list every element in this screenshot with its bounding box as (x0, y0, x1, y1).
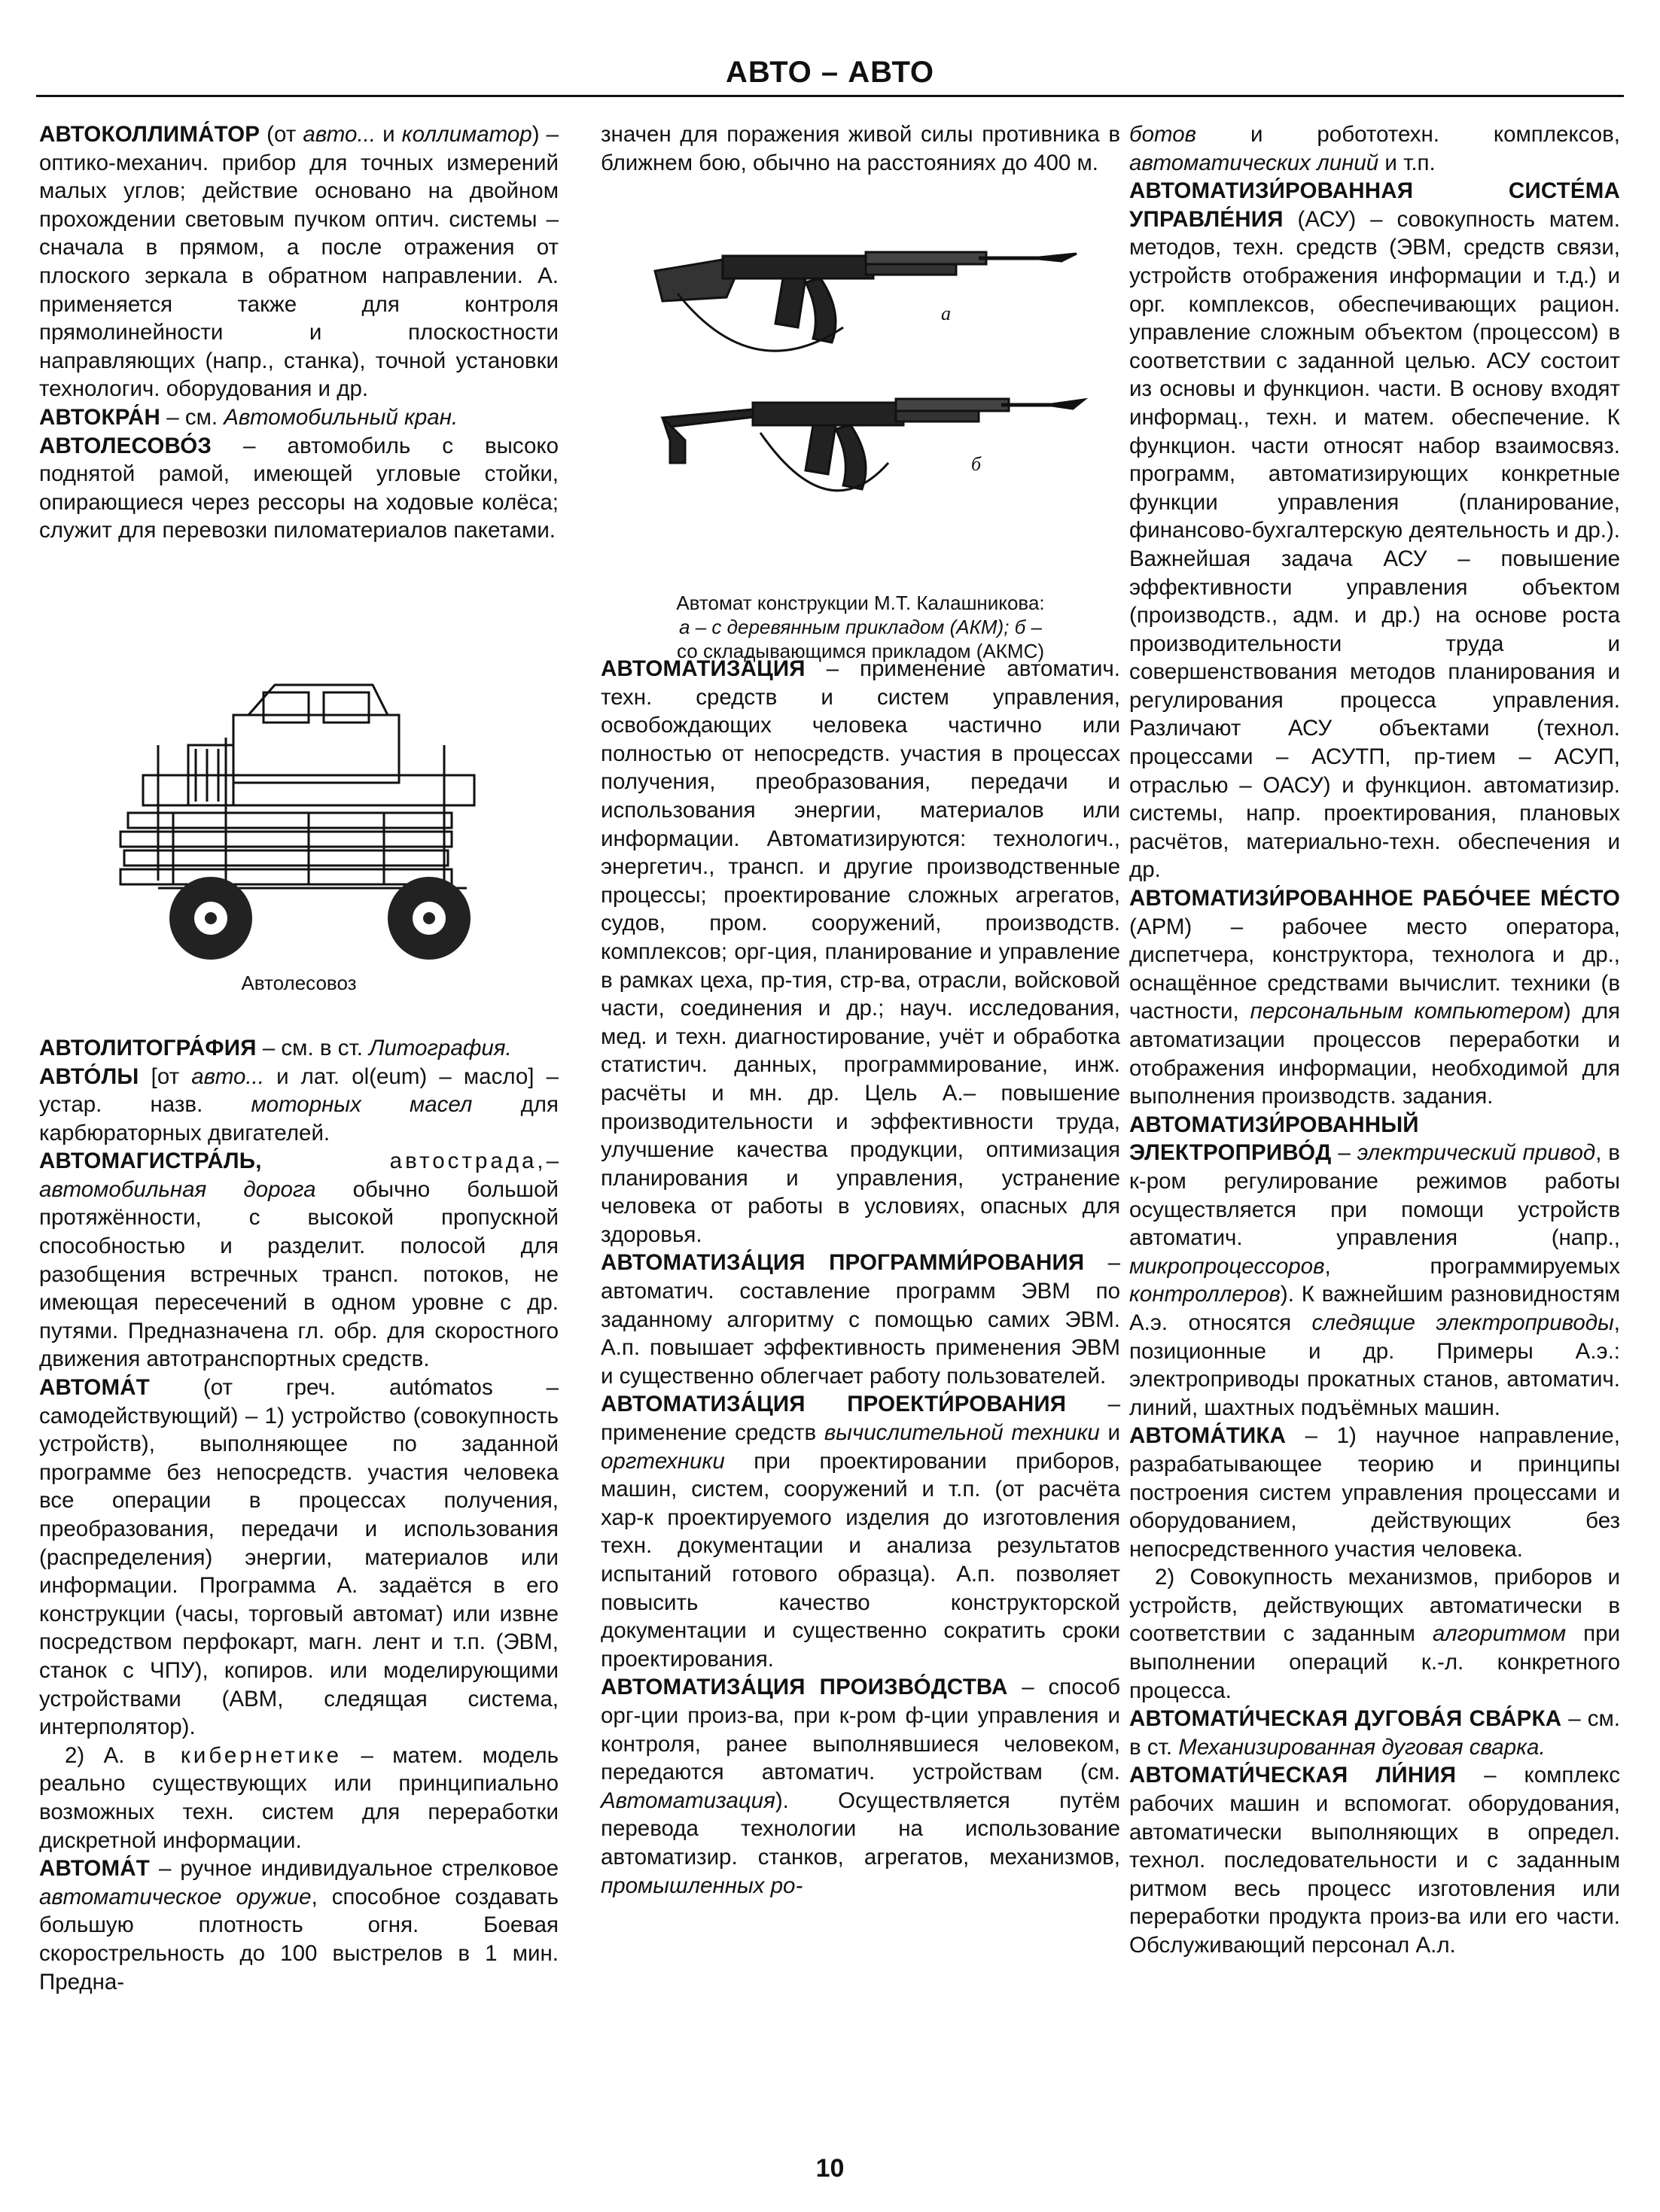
definition-text: – автомобиль с высоко поднятой рамой, имеющей угловые стойки, опирающиеся через рессоры на ходовые колёса; служит для перевозки пиломатериалов пакетами. (39, 433, 559, 543)
timber-truck-illustration (113, 662, 535, 978)
headword: АВТОКОЛЛИМА́ТОР (39, 122, 260, 147)
headword: АВТОМАТИ́ЧЕСКАЯ ЛИ́НИЯ (1129, 1763, 1457, 1788)
headword: АВТО́ЛЫ (39, 1063, 139, 1089)
headword: АВТОМАТИЗА́ЦИЯ ПРОЕКТИ́РОВАНИЯ (601, 1392, 1067, 1417)
definition-text: – 1) научное направление, разрабатывающее теорию и принципы построения систем управления процессами и оборудованием, действующих без непосредственного участия человека. (1129, 1423, 1620, 1562)
entry-avtomatika-sense-2 (1129, 1563, 1620, 1705)
definition-text: – см. (160, 404, 224, 430)
definition-text: (от (260, 122, 303, 147)
rifle-akm (655, 252, 1077, 342)
cross-reference: Автоматизация (601, 1788, 775, 1813)
rifle-a-label: а (941, 303, 951, 324)
entry-avtomat-2-continued (601, 120, 1120, 177)
kalashnikov-caption-line-2: а – с деревянным прикладом (АКМ); б – (679, 616, 1042, 638)
definition-text: и (1099, 1420, 1120, 1446)
cross-reference: ботов (1129, 122, 1197, 147)
definition-text: обычно большой протяжённости, с высокой пропускной способностью и разделит. полосой для разобщения встречных трансп. потоков, не имеющая пересечений в одном уровне с др. путями. Предназначена гл. обр. для скоростного движения автотранспортных средств. (39, 1176, 559, 1372)
cross-reference: промышленных ро- (601, 1873, 803, 1898)
definition-text: – комплекс рабочих машин и вспомогат. оборудования, автоматически выполняющих в определ. технол. последовательности и с заданным ритмом весь процесс изготовления или переработки продукта произ-ва или его части. Обслуживающий персонал А.л. (1129, 1763, 1620, 1958)
spaced-text: автострада, (261, 1149, 547, 1174)
column-2-top (601, 120, 1120, 177)
cross-reference: электрический привод (1357, 1140, 1596, 1166)
definition-text: [от (139, 1063, 192, 1089)
cross-reference: следящие электроприводы (1311, 1310, 1614, 1335)
cross-reference: коллиматор (401, 122, 532, 147)
entry-avtolitografiya (39, 1034, 559, 1063)
entry-avtomatizatsiya (601, 655, 1120, 1249)
definition-text: ) – оптико-механич. прибор для точных измерений малых углов; действие основано на двойном прохождении световым пучком оптич. системы – сначала в прямом, а после отражения от плоского зеркала в обратном направлении. А. применяется также для контроля прямолинейности и плоскостности направляющих (напр., станка), точной установки технологич. оборудования и др. (39, 122, 559, 402)
headword: АВТОМА́Т (39, 1856, 151, 1882)
entry-avtomaticheskaya-liniya (1129, 1761, 1620, 1959)
definition-text: , позиционные и др. Примеры А.э.: электроприводы прокатных станов, автоматич. линий, шахтных подъёмных машин. (1129, 1310, 1620, 1420)
definition-text: , способное создавать большую плотность огня. Боевая скорострельность до 100 выстрелов в 1 мин. Предна- (39, 1884, 559, 1994)
column-2 (601, 655, 1120, 1900)
column-1 (39, 120, 559, 1996)
headword: АВТОМА́ТИКА (1129, 1423, 1287, 1449)
definition-text: 2) А. (65, 1742, 144, 1768)
headword: АВТОМАТИЗИ́РОВАННАЯ СИСТЕ́МА УПРАВЛЕ́НИЯ (1129, 178, 1620, 232)
kalashnikov-illustration (640, 215, 1092, 576)
definition-text: (АСУ) – совокупность матем. методов, техн. средств (ЭВМ, средств связи, устройств отображения информации и т.д.) и орг. комплексов, обеспечивающих рацион. управление сложным объектом (процессом) в соответствии с заданной целью. АСУ состоит из основы и функцион. части. В основу входят информац., техн. и матем. обеспечение. К функцион. части относят набор взаимосвяз. программ, автоматизирующих конкретные функции управления (планирование, финансово-бухгалтерскую деятельность и др.). Важнейшая задача АСУ – повышение эффективности управления объектом (производств., адм. и др.) на основе роста производительности труда и совершенствования методов планирования и регулирования процесса управления. Различают АСУ объектами (технол. процессами – АСУТП, пр-тием – АСУП, отраслью – ОАСУ) и функцион. автоматизир. системы, напр. проектирования, плановых расчётов, материально-техн. обеспечения и др. (1129, 206, 1620, 883)
entry-avtomatizatsiya-programmirovaniya (601, 1249, 1120, 1390)
kalashnikov-caption-line-1: Автомат конструкции М.Т. Калашникова: (676, 592, 1045, 614)
definition-text: – автоматич. составление программ ЭВМ по заданному алгоритму с помощью самих ЭВМ. А.п. повышает эффективность применения ЭВМ и существенно облегчает работу пользователей. (601, 1250, 1120, 1389)
entry-avtomat-1 (39, 1374, 559, 1742)
cross-reference: авто... (191, 1063, 264, 1089)
cross-reference: автоматических линий (1129, 150, 1379, 175)
definition-text: ) для автоматизации процессов переработки и отображения информации, необходимой для выполнения производств. задания. (1129, 999, 1621, 1109)
definition-text: – (1331, 1140, 1357, 1166)
definition-text: – ручное индивидуальное стрелковое (150, 1856, 559, 1882)
definition-text: , в к-ром регулирование режимов работы осуществляется при помощи устройств автоматич. управления (напр., (1129, 1140, 1620, 1251)
entry-continued (1129, 120, 1620, 177)
definition-text: – применение средств (601, 1392, 1120, 1446)
kalashnikov-caption (601, 591, 1120, 663)
definition-text: – способ орг-ции произ-ва, при к-ром ф-ции управления и контроля, ранее выполнявшиеся человеком, передаются автоматич. устройствам (см. (601, 1675, 1120, 1785)
entry-avtokran (39, 403, 559, 432)
page-number: 10 (815, 2154, 845, 2183)
definition-text: и лат. ol(eum) – масло] – устар. назв. (39, 1063, 559, 1118)
cross-reference: моторных масел (251, 1092, 473, 1118)
timber-truck-caption: Автолесовоз (241, 972, 357, 994)
definition-text: и (376, 122, 402, 147)
cross-reference: Механизированная дуговая сварка. (1178, 1734, 1546, 1760)
headword: АВТОЛИТОГРА́ФИЯ (39, 1035, 257, 1060)
definition-text: – см. в ст. (1129, 1706, 1620, 1760)
cross-reference: персональным компьютером (1250, 999, 1564, 1024)
definition-text: и робототехн. комплексов, (1196, 122, 1620, 147)
definition-text: – матем. модель реально существующих или принципиально возможных техн. систем для переработки дискретной информации. (39, 1742, 559, 1853)
cross-reference: авто... (303, 122, 376, 147)
definition-text: 2) Совокупность механизмов, приборов и устройств, действующих автоматически в соответствии с заданным (1129, 1565, 1620, 1647)
cross-reference: вычислительной техники (824, 1420, 1100, 1446)
cross-reference: автоматическое оружие (39, 1884, 312, 1909)
headword: АВТОКРА́Н (39, 404, 161, 430)
definition-text: ). К важнейшим разновидностям А.э. относятся (1129, 1282, 1620, 1335)
entry-avtolesovoz (39, 432, 559, 545)
entry-avtomat-2 (39, 1854, 559, 1996)
cross-reference: Литография. (369, 1035, 512, 1060)
entry-arm (1129, 884, 1620, 1111)
entry-avtokollimator (39, 120, 559, 403)
definition-text: , программируемых (1324, 1253, 1620, 1279)
headword: АВТОМАТИ́ЧЕСКАЯ ДУГОВА́Я СВА́РКА (1129, 1706, 1562, 1732)
definition-text: при выполнении операций к.-л. конкретного процесса. (1129, 1621, 1620, 1703)
headword: АВТОМАГИСТРА́ЛЬ, (39, 1149, 262, 1174)
headword: АВТОМАТИЗА́ЦИЯ (601, 656, 806, 681)
definition-text: – см. в ст. (256, 1035, 370, 1060)
kalashnikov-caption-line-3: со складывающимся прикладом (АКМС) (676, 640, 1045, 662)
entry-avtomatika (1129, 1422, 1620, 1563)
cross-reference: Автомобильный кран. (224, 404, 458, 430)
entry-dugovaya-svarka (1129, 1705, 1620, 1761)
cross-reference: оргтехники (601, 1448, 725, 1474)
headword: АВТОЛЕСОВО́З (39, 433, 212, 458)
entry-avtomatizatsiya-proektirovaniya (601, 1390, 1120, 1673)
cross-reference: алгоритмом (1432, 1621, 1567, 1647)
headword: АВТОМАТИЗА́ЦИЯ ПРОИЗВО́ДСТВА (601, 1675, 1008, 1700)
headword: АВТОМА́Т (39, 1375, 151, 1401)
cross-reference: автомобильная дорога (39, 1176, 316, 1202)
definition-text: (АРМ) – рабочее место оператора, диспетчера, конструктора, технолога и др., оснащённое средствами вычислит. техники (в частности, (1129, 914, 1620, 1024)
headword: АВТОМАТИЗИ́РОВАННЫЙ ЭЛЕКТРОПРИВО́Д (1129, 1112, 1419, 1166)
headword: АВТОМАТИЗА́ЦИЯ ПРОГРАММИ́РОВАНИЯ (601, 1250, 1085, 1276)
cross-reference: контроллеров (1129, 1282, 1281, 1307)
entry-avtomatizatsiya-proizvodstva (601, 1673, 1120, 1900)
definition-text: и т.п. (1378, 150, 1436, 175)
definition-text: при проектировании приборов, машин, систем, сооружений и т.п. (от расчёта хар-к проектируемого изделия до изготовления техн. документации и анализа результатов испытаний готового образца). А.п. позволяет повысить качество конструкторской документации и существенно сократить сроки проектирования. (601, 1448, 1120, 1672)
entry-asu (1129, 177, 1620, 884)
definition-text: (от греч. autómatos – самодействующий) – 1) устройство (совокупность устройств), выполняющее по заданной программе без непосредств. участия человека все операции в процессах получения, преобразования, передачи и использования (распределения) энергии, материалов или информации. Программа А. задаётся в его конструкции (часы, торговый автомат) или извне посредством перфокарт, магн. лент и т.п. (ЭВМ, станок с ЧПУ), копиров. или моделирующими устройствами (АВМ, следящая система, интерполятор). (39, 1375, 559, 1740)
cross-reference: микропроцессоров (1129, 1253, 1325, 1279)
definition-text: значен для поражения живой силы противника в ближнем бою, обычно на расстояниях до 400 м. (601, 122, 1120, 175)
entry-avtomagistral (39, 1147, 559, 1374)
spaced-text: в кибернетике (143, 1742, 343, 1768)
rifle-b-label: б (971, 453, 982, 475)
entry-electroprivod (1129, 1111, 1620, 1422)
rifle-akms (662, 399, 1084, 489)
definition-text: – (546, 1149, 559, 1174)
running-head: АВТО – АВТО (725, 56, 935, 89)
column-3 (1129, 120, 1620, 1960)
headword: АВТОМАТИЗИ́РОВАННОЕ РАБО́ЧЕЕ МЕ́СТО (1129, 886, 1620, 911)
definition-text: для карбюраторных двигателей. (39, 1092, 559, 1146)
definition-text: – применение автоматич. техн. средств и систем управления, освобождающих человека частично или полностью от непосредств. участия в процессах получения, преобразования, передачи и использования энергии, материалов или информации. Автоматизируются: технологич., энергетич., трансп. и другие производственные процессы; проектирование сложных агрегатов, судов, пром. сооружений, производств. комплексов; орг-ция, планирование и управление в рамках цеха, пр-тия, стр-ва, отрасли, войсковой части, соединения и др.; науч. исследования, мед. и техн. диагностирование, учёт и обработка статистич. данных, программирование, инж. расчёты и мн. др. Цель А.– повышение производительности и эффективности труда, улучшение качества продукции, оптимизация планирования и управления, устранение человека от работы в условиях, опасных для здоровья. (601, 656, 1120, 1247)
entry-avtoly (39, 1063, 559, 1148)
definition-text: ). Осуществляется путём перевода технологии на использование автоматизир. станков, агрегатов, механизмов, (601, 1788, 1120, 1870)
page-header (36, 53, 1624, 97)
entry-avtomat-1-sense-2 (39, 1742, 559, 1854)
